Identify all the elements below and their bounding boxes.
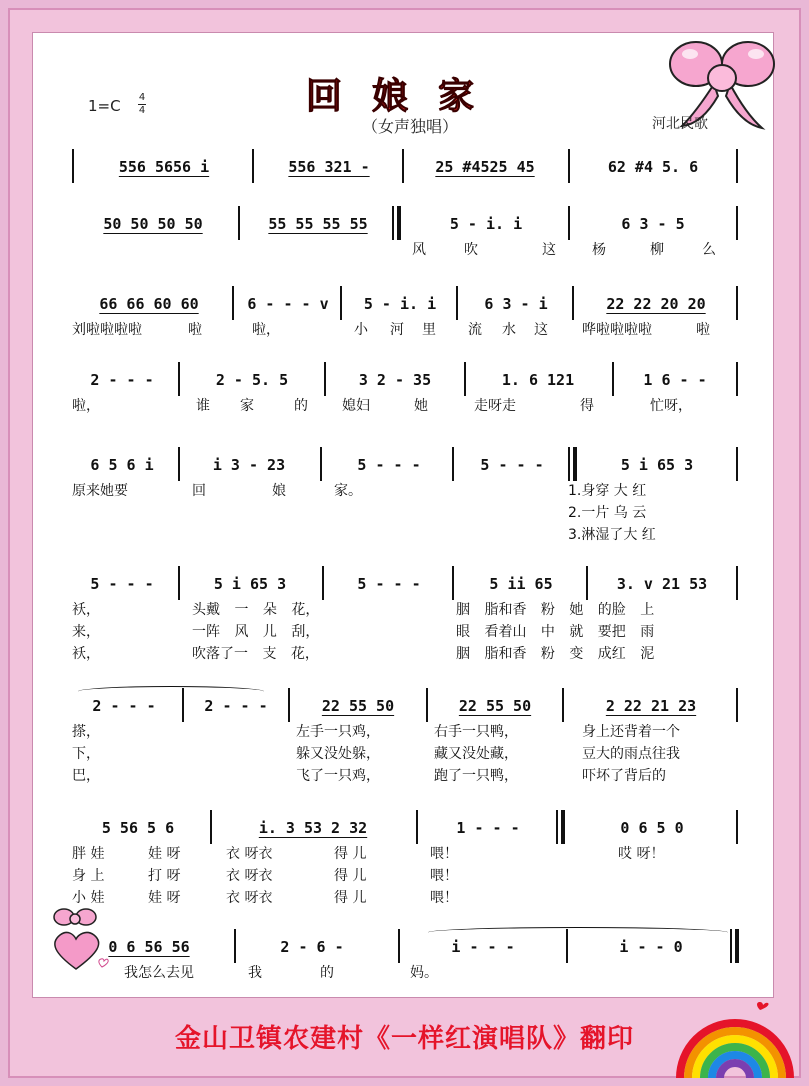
song-source: 河北民歌 bbox=[652, 116, 708, 132]
barline bbox=[340, 286, 342, 320]
measure: 3 2 - 35 bbox=[358, 371, 432, 389]
score-system-9 bbox=[72, 935, 742, 987]
lyric: 这 bbox=[542, 242, 556, 258]
lyric: 她 bbox=[414, 398, 428, 414]
lyrics-line bbox=[72, 720, 742, 742]
barline bbox=[736, 206, 738, 240]
lyric: 喂！ bbox=[430, 846, 458, 862]
measure: 2 - - - bbox=[92, 697, 156, 715]
measure: i. 3 53 2 32 bbox=[258, 819, 368, 837]
lyric: 巴， bbox=[72, 768, 100, 784]
barline bbox=[566, 929, 568, 963]
lyric: 袄， bbox=[72, 602, 100, 618]
lyric: 小 bbox=[354, 322, 368, 338]
lyric: 啦 bbox=[188, 322, 202, 338]
lyric: 忙呀， bbox=[650, 398, 692, 414]
measure: 6 3 - i bbox=[484, 295, 548, 313]
barline bbox=[736, 566, 738, 600]
lyric: 妈。 bbox=[410, 965, 438, 981]
barline bbox=[452, 447, 454, 481]
lyric: 娃 呀 bbox=[148, 890, 181, 906]
barline bbox=[612, 362, 614, 396]
barline bbox=[572, 286, 574, 320]
song-title: 回娘家 bbox=[305, 75, 504, 117]
lyrics-line bbox=[72, 501, 742, 523]
repeat-barline bbox=[392, 206, 401, 240]
barline bbox=[324, 362, 326, 396]
lyric: 原来她要 bbox=[72, 483, 128, 499]
barline bbox=[452, 566, 454, 600]
lyrics-line bbox=[72, 479, 742, 501]
measure: 556 5656 i bbox=[118, 158, 210, 176]
measure: 6 - - - v bbox=[247, 295, 329, 313]
time-signature bbox=[138, 93, 146, 116]
lyric: 小 娃 bbox=[72, 890, 105, 906]
lyric: 得 儿 bbox=[334, 890, 367, 906]
barline bbox=[178, 362, 180, 396]
measure: 22 55 50 bbox=[458, 697, 532, 715]
measure: 50 50 50 50 bbox=[103, 215, 203, 233]
lyric: 豆大的雨点往我 bbox=[582, 746, 680, 762]
lyric: 柳 bbox=[650, 242, 664, 258]
score-system-1 bbox=[72, 155, 742, 185]
barline bbox=[182, 688, 184, 722]
lyric: 风 bbox=[412, 242, 426, 258]
lyrics-line bbox=[72, 886, 742, 908]
lyric: 得 bbox=[580, 398, 594, 414]
lyric: 身上还背着一个 bbox=[582, 724, 680, 740]
lyric: 谁 bbox=[196, 398, 210, 414]
lyric: 吹落了一 支 花， bbox=[192, 646, 319, 662]
lyric: 吹 bbox=[464, 242, 478, 258]
lyric: 娃 呀 bbox=[148, 846, 181, 862]
lyric: 来， bbox=[72, 624, 100, 640]
measure: 5 56 5 6 bbox=[101, 819, 175, 837]
lyric: 搽， bbox=[72, 724, 100, 740]
lyric: 刘啦啦啦啦 bbox=[72, 322, 142, 338]
lyrics-line bbox=[72, 864, 742, 886]
lyric: 走呀走 bbox=[474, 398, 516, 414]
barline bbox=[736, 149, 738, 183]
measure: 5 i 65 3 bbox=[213, 575, 287, 593]
lyric: 河 bbox=[390, 322, 404, 338]
lyric: 眼 看着山 中 就 要把 雨 bbox=[456, 624, 655, 640]
barline bbox=[736, 286, 738, 320]
lyric: 得 儿 bbox=[334, 868, 367, 884]
barline bbox=[210, 810, 212, 844]
lyric: 右手一只鸭， bbox=[434, 724, 518, 740]
barline bbox=[736, 447, 738, 481]
lyric: 家。 bbox=[334, 483, 362, 499]
barline bbox=[238, 206, 240, 240]
lyrics-line bbox=[72, 238, 742, 260]
measure: i - - - bbox=[451, 938, 515, 956]
lyric: 胭 脂和香 粉 变 成红 泥 bbox=[456, 646, 655, 662]
barline bbox=[320, 447, 322, 481]
lyric: 喂！ bbox=[430, 890, 458, 906]
measure: 5 - - - bbox=[357, 456, 421, 474]
lyric: 家 bbox=[240, 398, 254, 414]
lyric: 身 上 bbox=[72, 868, 105, 884]
measure: 2 - - - bbox=[90, 371, 154, 389]
lyric: 一阵 风 儿 刮， bbox=[192, 624, 320, 640]
score-system-3 bbox=[72, 292, 742, 344]
lyrics-line bbox=[72, 742, 742, 764]
repeat-barline bbox=[568, 447, 577, 481]
lyric: 的 bbox=[320, 965, 334, 981]
lyric: 衣 呀衣 bbox=[226, 890, 273, 906]
measure: 1. 6 121 bbox=[501, 371, 575, 389]
measure: 6 5 6 i bbox=[90, 456, 154, 474]
lyric: 衣 呀衣 bbox=[226, 868, 273, 884]
lyric: 媳妇 bbox=[342, 398, 370, 414]
lyric: 下， bbox=[72, 746, 100, 762]
lyric: 吓坏了背后的 bbox=[582, 768, 666, 784]
measure: 22 22 20 20 bbox=[606, 295, 706, 313]
score-system-2 bbox=[72, 212, 742, 264]
measure: 5 - i. i bbox=[449, 215, 523, 233]
lyrics-line bbox=[72, 620, 742, 642]
measure: i - - 0 bbox=[619, 938, 683, 956]
barline bbox=[736, 688, 738, 722]
measure: 0 6 5 0 bbox=[620, 819, 684, 837]
barline bbox=[586, 566, 588, 600]
lyric: 飞了一只鸡， bbox=[296, 768, 380, 784]
barline bbox=[426, 688, 428, 722]
measure: 5 - i. i bbox=[363, 295, 437, 313]
lyrics-line bbox=[72, 642, 742, 664]
lyrics-line bbox=[72, 961, 742, 983]
measure: 1 6 - - bbox=[643, 371, 707, 389]
lyrics-line bbox=[72, 318, 742, 340]
lyric: 藏又没处藏， bbox=[434, 746, 518, 762]
measure: 2 - 6 - bbox=[280, 938, 344, 956]
measure: i 3 - 23 bbox=[212, 456, 286, 474]
meter-bottom: 4 bbox=[138, 105, 146, 116]
barline bbox=[178, 447, 180, 481]
measure: 1 - - - bbox=[456, 819, 520, 837]
lyric: 胭 脂和香 粉 她 的脸 上 bbox=[456, 602, 655, 618]
meter-top: 4 bbox=[138, 92, 146, 103]
barline bbox=[322, 566, 324, 600]
barline bbox=[736, 362, 738, 396]
lyric: 啦， bbox=[72, 398, 100, 414]
barline bbox=[456, 286, 458, 320]
lyric: 得 儿 bbox=[334, 846, 367, 862]
lyric: 啦 bbox=[696, 322, 710, 338]
lyric: 胖 娃 bbox=[72, 846, 105, 862]
verse-3-start: 3.淋湿了大 红 bbox=[568, 527, 656, 543]
lyrics-line bbox=[72, 764, 742, 786]
verse-1-start: 1.身穿 大 红 bbox=[568, 483, 647, 499]
lyric: 流 bbox=[468, 322, 482, 338]
lyric: 衣 呀衣 bbox=[226, 846, 273, 862]
barline bbox=[72, 149, 74, 183]
measure: 5 - - - bbox=[480, 456, 544, 474]
measure: 62 #4 5. 6 bbox=[607, 158, 699, 176]
lyric: 躲又没处躲， bbox=[296, 746, 380, 762]
barline bbox=[232, 286, 234, 320]
barline bbox=[464, 362, 466, 396]
measure: 2 - 5. 5 bbox=[215, 371, 289, 389]
measure: 5 - - - bbox=[90, 575, 154, 593]
verse-2-start: 2.一片 乌 云 bbox=[568, 505, 647, 521]
final-barline bbox=[730, 929, 739, 963]
lyrics-line bbox=[72, 598, 742, 620]
score-system-8 bbox=[72, 816, 742, 908]
lyric: 哎 呀！ bbox=[618, 846, 665, 862]
lyric: 哗啦啦啦啦 bbox=[582, 322, 652, 338]
barline bbox=[288, 688, 290, 722]
barline bbox=[252, 149, 254, 183]
barline bbox=[234, 929, 236, 963]
lyric: 杨 bbox=[592, 242, 606, 258]
score-system-4 bbox=[72, 368, 742, 420]
measure: 5 i 65 3 bbox=[620, 456, 694, 474]
measure: 66 66 60 60 bbox=[99, 295, 199, 313]
lyric: 的 bbox=[294, 398, 308, 414]
lyric: 水 bbox=[502, 322, 516, 338]
lyric: 我怎么去见 bbox=[124, 965, 194, 981]
lyric: 袄， bbox=[72, 646, 100, 662]
lyric: 左手一只鸡， bbox=[296, 724, 380, 740]
measure: 0 6 56 56 bbox=[108, 938, 190, 956]
lyric: 里 bbox=[422, 322, 436, 338]
barline bbox=[402, 149, 404, 183]
barline bbox=[568, 149, 570, 183]
lyrics-line bbox=[72, 523, 742, 545]
barline bbox=[416, 810, 418, 844]
barline bbox=[178, 566, 180, 600]
lyric: 喂！ bbox=[430, 868, 458, 884]
measure: 22 55 50 bbox=[321, 697, 395, 715]
lyric: 我 bbox=[248, 965, 262, 981]
barline bbox=[568, 206, 570, 240]
measure: 25 #4525 45 bbox=[435, 158, 535, 176]
lyrics-line bbox=[72, 842, 742, 864]
lyric: 这 bbox=[534, 322, 548, 338]
repeat-barline bbox=[556, 810, 565, 844]
measure: 3. v 21 53 bbox=[616, 575, 708, 593]
lyric: 么 bbox=[702, 242, 716, 258]
key-signature: 1=C bbox=[88, 97, 121, 115]
lyric: 跑了一只鸭， bbox=[434, 768, 518, 784]
measure: 556 321 - bbox=[288, 158, 370, 176]
measure: 5 ii 65 bbox=[489, 575, 553, 593]
lyric: 头戴 一 朵 花， bbox=[192, 602, 320, 618]
measure: 2 - - - bbox=[204, 697, 268, 715]
barline bbox=[736, 810, 738, 844]
footer-credit: 金山卫镇农建村《一样红演唱队》翻印 bbox=[174, 1024, 634, 1054]
measure: 55 55 55 55 bbox=[268, 215, 368, 233]
measure: 5 - - - bbox=[357, 575, 421, 593]
measure: 6 3 - 5 bbox=[621, 215, 685, 233]
lyrics-line bbox=[72, 394, 742, 416]
lyric: 啦， bbox=[252, 322, 280, 338]
lyric: 回 bbox=[192, 483, 206, 499]
score-system-5 bbox=[72, 453, 742, 545]
barline bbox=[398, 929, 400, 963]
barline bbox=[562, 688, 564, 722]
song-subtitle: （女声独唱） bbox=[361, 117, 458, 136]
measure: 2 22 21 23 bbox=[605, 697, 697, 715]
lyric: 打 呀 bbox=[148, 868, 181, 884]
score-system-6 bbox=[72, 572, 742, 664]
lyric: 娘 bbox=[272, 483, 286, 499]
score-system-7 bbox=[72, 694, 742, 786]
